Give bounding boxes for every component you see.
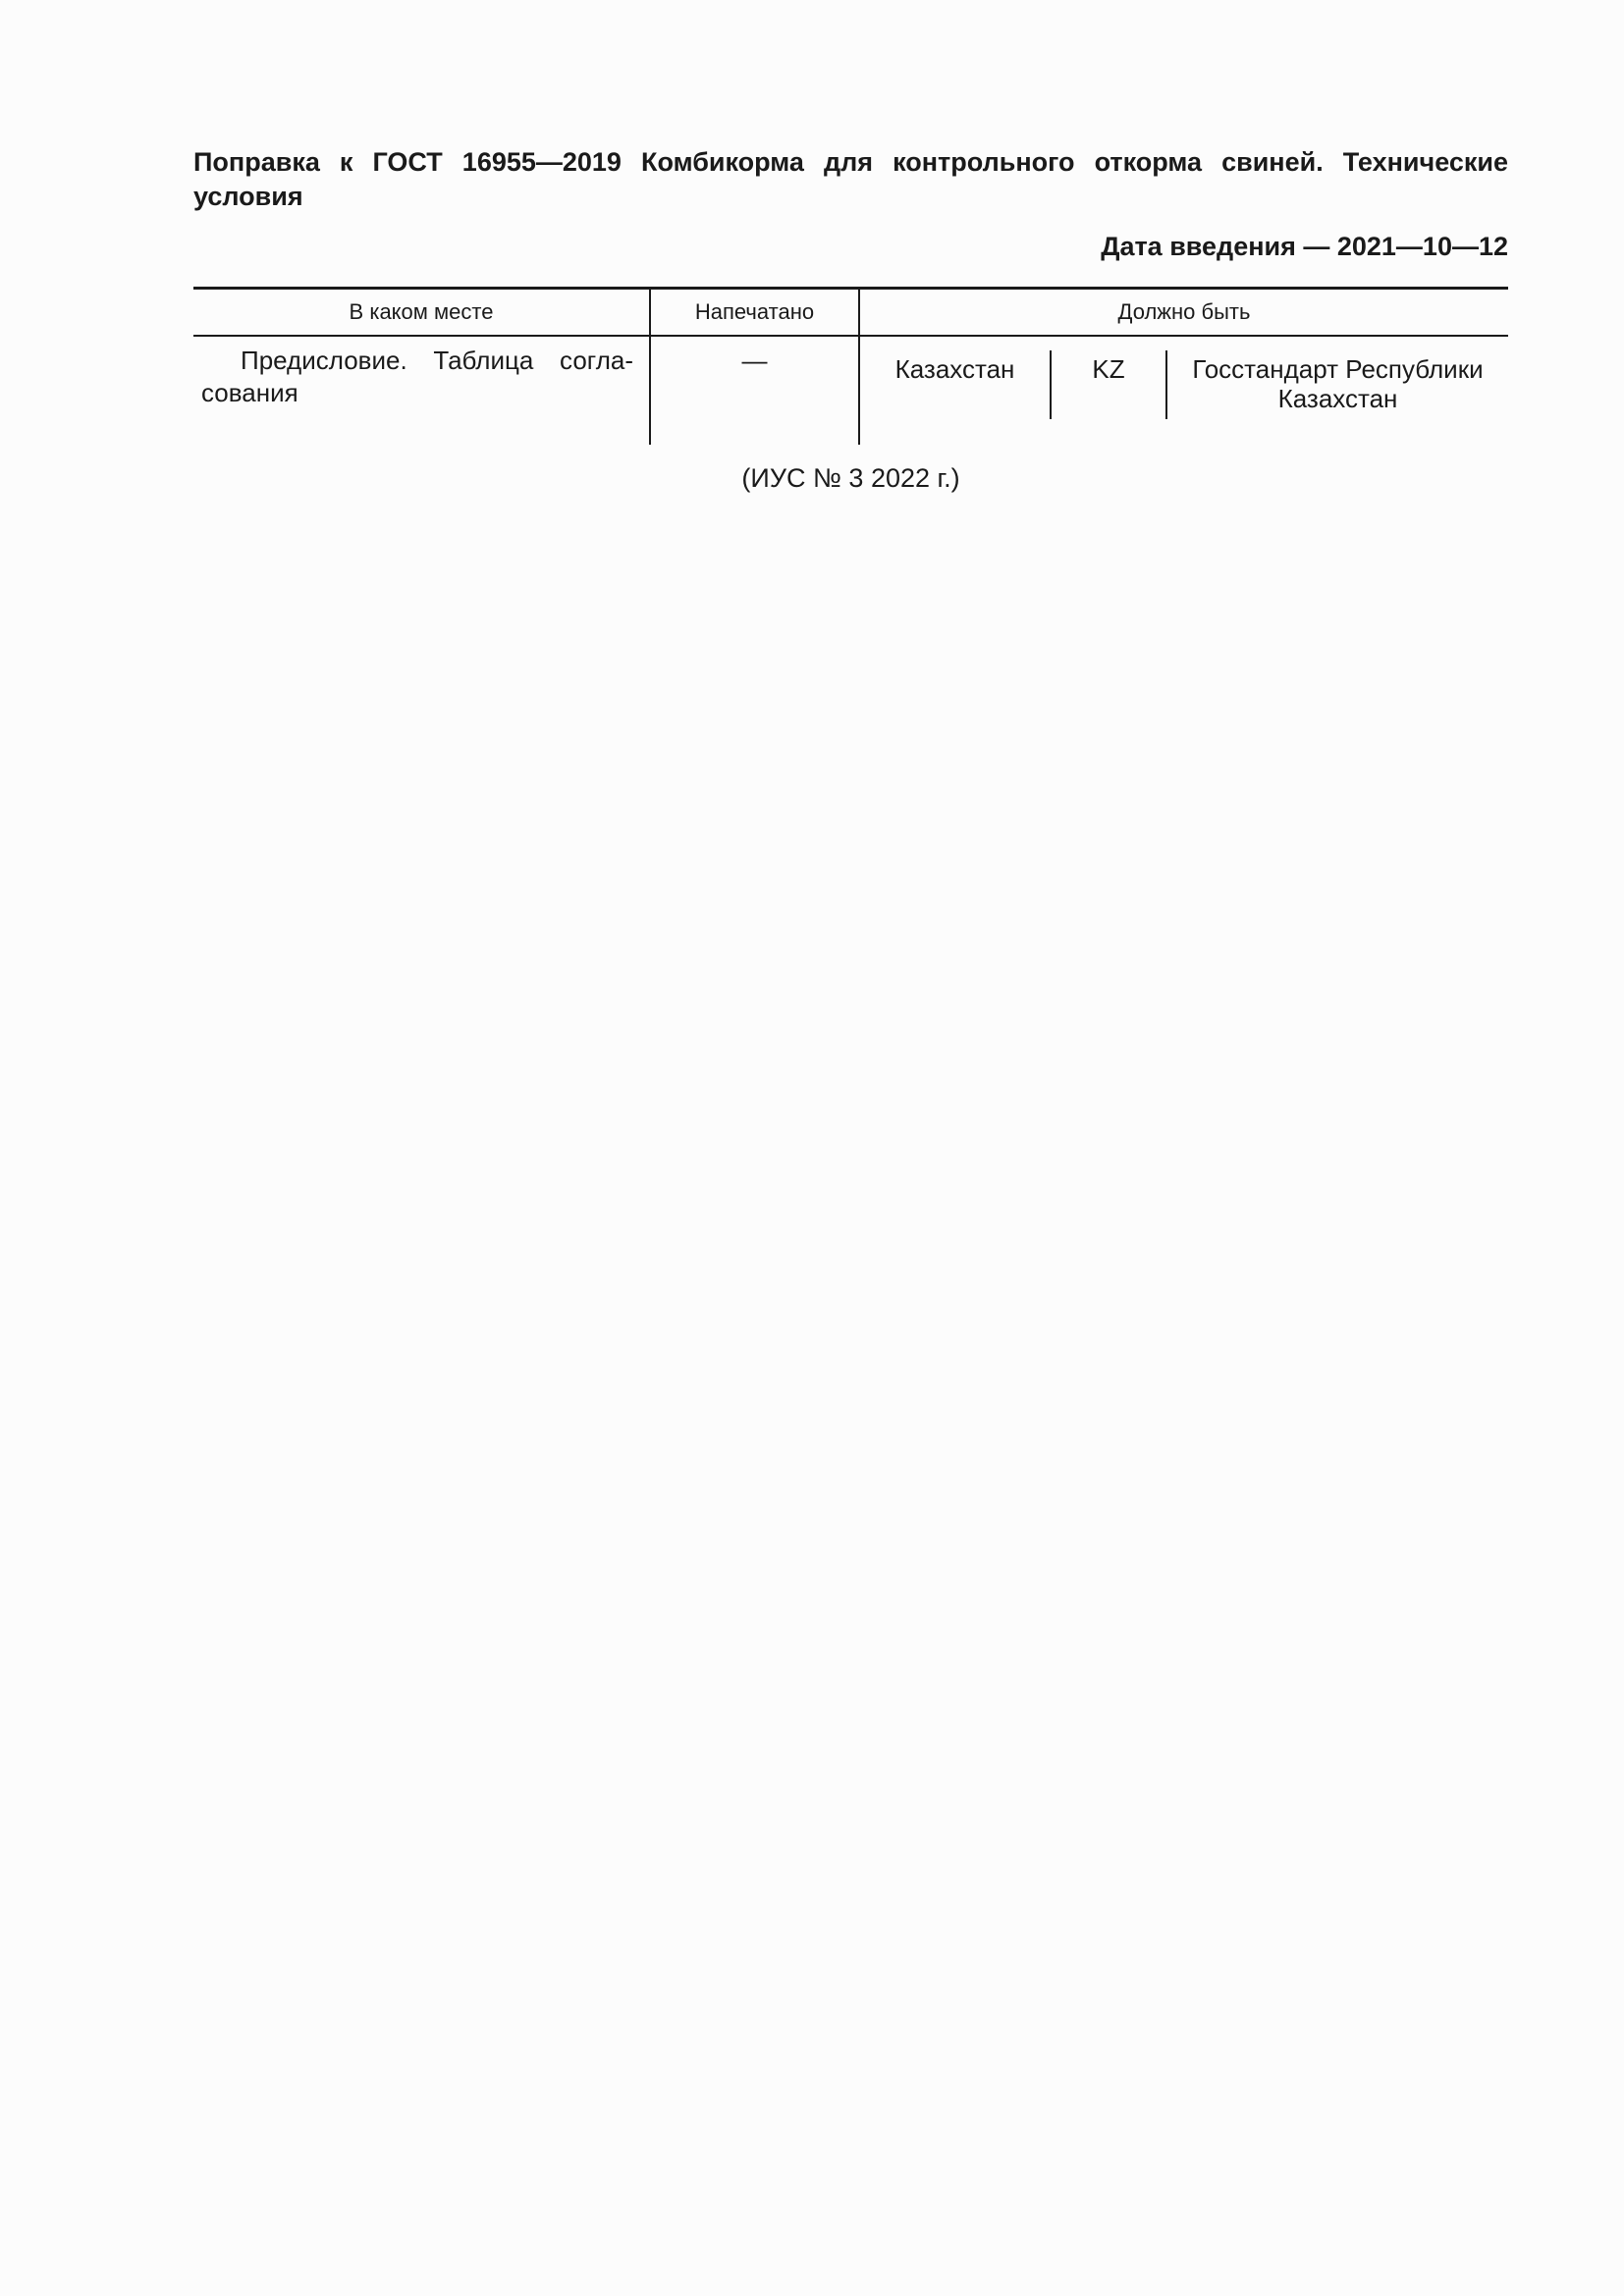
introduction-date: Дата введения — 2021—10—12 [1101, 232, 1508, 261]
cell-printed: — [650, 336, 859, 445]
amendment-table [193, 287, 1508, 445]
should-be-group [860, 350, 1508, 419]
should-be-code: KZ [1050, 350, 1165, 419]
table-row [193, 336, 1508, 445]
header-printed: Напечатано [650, 289, 859, 337]
cell-should-be [859, 336, 1508, 445]
cell-place: Предисловие. Таблица согласования [201, 346, 633, 407]
table-header-row [193, 289, 1508, 337]
should-be-organization: Госстандарт Республики Казахстан [1165, 350, 1508, 419]
should-be-country: Казахстан [894, 354, 1015, 384]
ius-reference: (ИУС № 3 2022 г.) [741, 463, 960, 493]
document-title: Поправка к ГОСТ 16955—2019 Комбикорма для контрольного откорма свиней. Технические условия [193, 147, 1508, 211]
header-where: В каком месте [193, 289, 650, 337]
header-should-be: Должно быть [859, 289, 1508, 337]
